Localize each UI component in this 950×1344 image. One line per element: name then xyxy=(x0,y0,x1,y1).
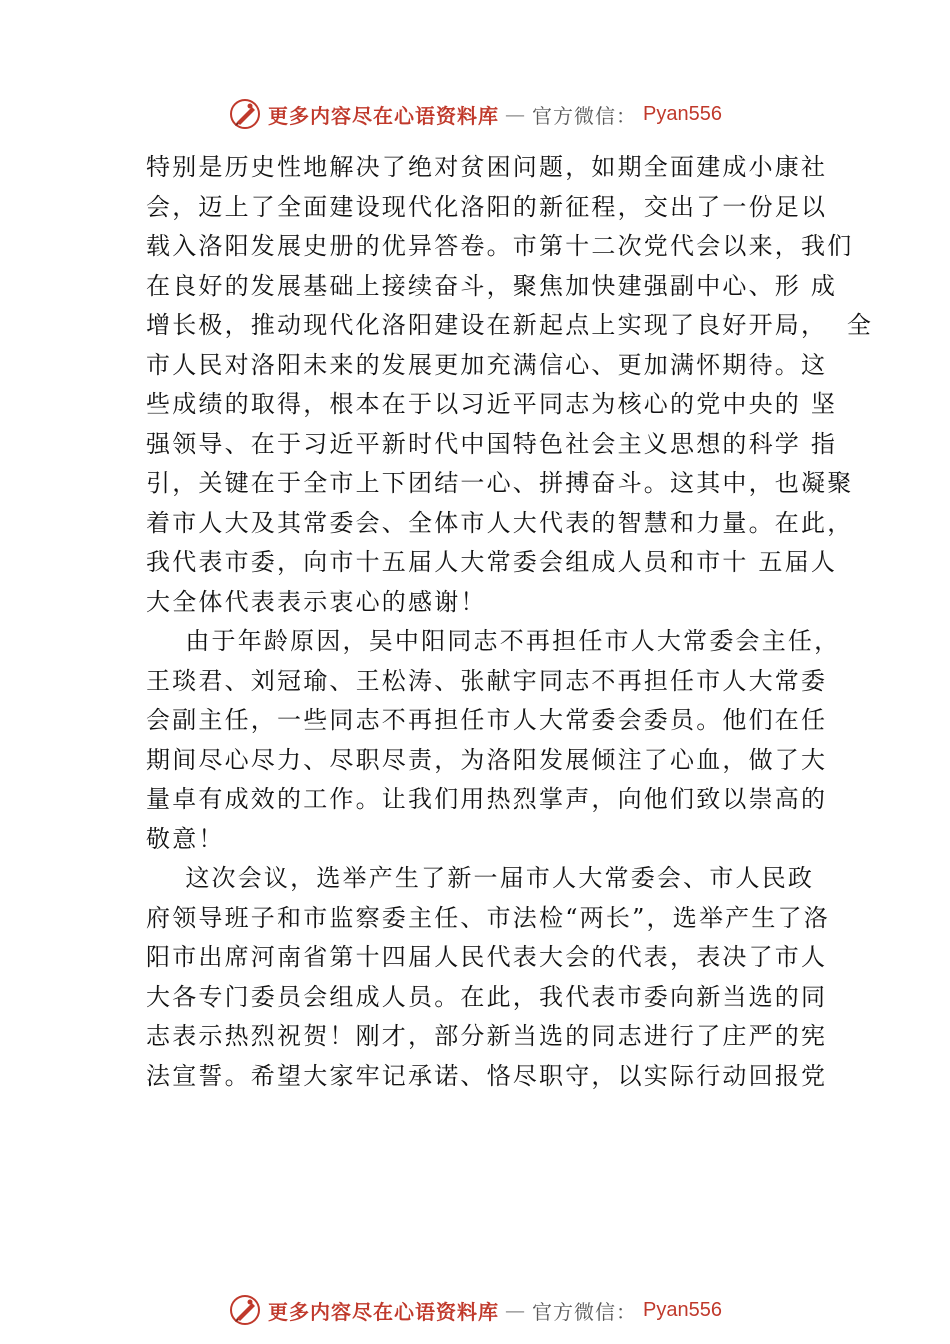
text-line: 市人民对洛阳未来的发展更加充满信心、更加满怀期待。这 xyxy=(146,350,828,379)
text-line: 志表示热烈祝贺！刚才，部分新当选的同志进行了庄严的宪 xyxy=(146,1022,828,1050)
pen-logo-icon xyxy=(228,1293,262,1327)
text-line: 会副主任，一些同志不再担任市人大常委会委员。他们在任 xyxy=(146,706,828,734)
pen-logo-icon xyxy=(228,97,262,131)
text-line: 在良好的发展基础上接续奋斗，聚焦加快建强副中心、形 成 xyxy=(146,271,838,300)
text-line: 大各专门委员会组成人员。在此，我代表市委向新当选的同 xyxy=(146,982,828,1011)
text-line: 我代表市委，向市十五届人大常委会组成人员和市十 五届人 xyxy=(146,548,838,576)
document-body xyxy=(146,148,874,1096)
text-line: 会，迈上了全面建设现代化洛阳的新征程，交出了一份足以 xyxy=(146,192,828,221)
official-wechat-label: 官方微信： xyxy=(532,103,638,128)
wechat-id: Pyan556 xyxy=(643,1298,722,1321)
text-line: 期间尽心尽力、尽职尽责，为洛阳发展倾注了心血，做了大 xyxy=(146,745,828,774)
text-line: 增长极，推动现代化洛阳建设在新起点上实现了良好开局， 全 xyxy=(146,311,874,339)
text-line: 强领导、在于习近平新时代中国特色社会主义思想的科学 指 xyxy=(146,429,838,458)
brand-text: 更多内容尽在心语资料库 xyxy=(268,103,500,128)
text-line: 载入洛阳发展史册的优异答卷。市第十二次党代会以来，我们 xyxy=(146,232,854,260)
official-wechat-label: 官方微信： xyxy=(532,1299,638,1324)
footer-banner xyxy=(0,1290,950,1330)
text-line: 法宣誓。希望大家牢记承诺、恪尽职守，以实际行动回报党 xyxy=(146,1061,828,1090)
text-line: 由于年龄原因，吴中阳同志不再担任市人大常委会主任， xyxy=(146,627,841,655)
separator: — xyxy=(505,102,527,126)
text-line: 特别是历史性地解决了绝对贫困问题，如期全面建成小康社 xyxy=(146,153,828,181)
header-banner xyxy=(0,94,950,134)
text-line: 这次会议，选举产生了新一届市人大常委会、市人民政 xyxy=(146,864,815,892)
separator: — xyxy=(505,1298,527,1322)
text-line: 王琰君、刘冠瑜、王松涛、张献宇同志不再担任市人大常委 xyxy=(146,666,828,695)
text-line: 着市人大及其常委会、全体市人大代表的智慧和力量。在此， xyxy=(146,508,854,537)
text-line: 敬意！ xyxy=(146,824,225,853)
text-line: 些成绩的取得，根本在于以习近平同志为核心的党中央的 坚 xyxy=(146,390,838,418)
text-line: 大全体代表表示衷心的感谢！ xyxy=(146,587,487,616)
text-line: 阳市出席河南省第十四届人民代表大会的代表，表决了市人 xyxy=(146,943,828,971)
text-line: 量卓有成效的工作。让我们用热烈掌声，向他们致以崇高的 xyxy=(146,785,828,813)
text-line: 引，关键在于全市上下团结一心、拼搏奋斗。这其中，也凝聚 xyxy=(146,469,854,497)
brand-text: 更多内容尽在心语资料库 xyxy=(268,1299,500,1324)
text-line: 府领导班子和市监察委主任、市法检“两长”，选举产生了洛 xyxy=(146,903,830,932)
wechat-id: Pyan556 xyxy=(643,102,722,125)
